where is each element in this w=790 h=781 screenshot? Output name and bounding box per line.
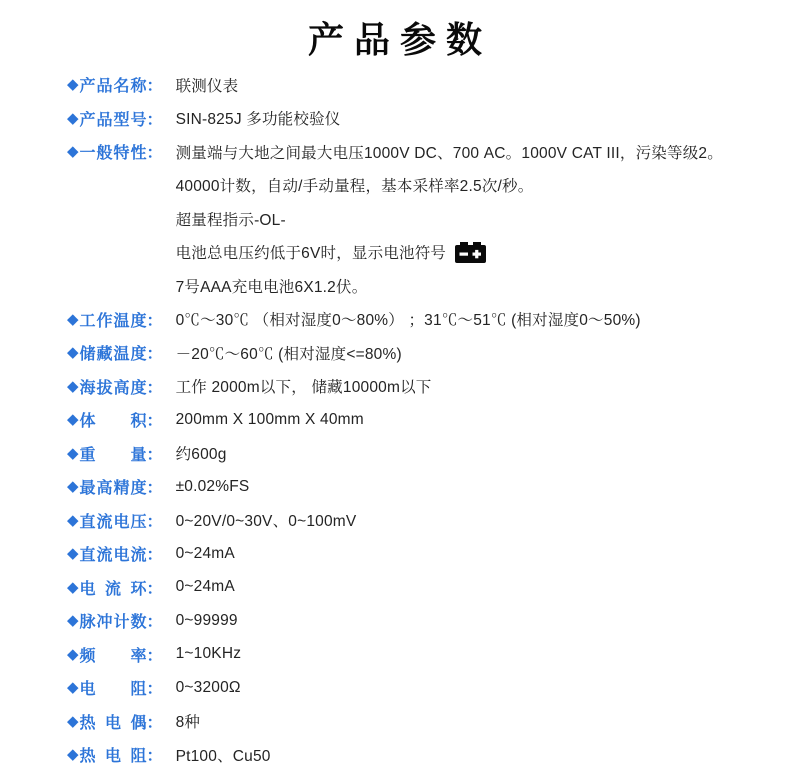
spec-label-colon: ： xyxy=(146,681,163,699)
spec-value: ±0.02%FS xyxy=(175,477,250,495)
spec-label: 热电偶 xyxy=(79,714,147,732)
diamond-bullet-icon: ◆ xyxy=(67,411,79,429)
spec-label: 体积 xyxy=(79,413,147,431)
diamond-bullet-icon: ◆ xyxy=(67,645,79,663)
spec-value: 0~3200Ω xyxy=(175,678,241,696)
spec-row xyxy=(67,102,790,136)
spec-row xyxy=(67,370,790,404)
spec-value: 0~99999 xyxy=(175,611,238,629)
spec-row xyxy=(67,403,790,437)
diamond-bullet-icon: ◆ xyxy=(67,578,79,596)
spec-row xyxy=(67,638,790,672)
diamond-bullet-icon: ◆ xyxy=(67,746,79,764)
spec-label-colon: ： xyxy=(146,547,163,565)
spec-label-colon: ： xyxy=(146,580,163,598)
spec-row xyxy=(67,269,790,303)
spec-row xyxy=(67,537,790,571)
spec-row xyxy=(67,504,790,538)
spec-value: 电池总电压约低于6V时，显示电池符号 xyxy=(175,245,447,263)
spec-value: 联测仪表 xyxy=(175,77,239,95)
page-title: 产品参数 xyxy=(307,19,492,60)
spec-row xyxy=(67,236,790,270)
spec-label: 储藏温度 xyxy=(79,346,147,364)
spec-row xyxy=(67,202,790,236)
spec-value: 约600g xyxy=(175,446,227,464)
spec-row xyxy=(67,470,790,504)
spec-label: 最高精度 xyxy=(79,480,147,498)
spec-label: 重量 xyxy=(79,446,147,464)
spec-label-colon: ： xyxy=(146,614,163,632)
spec-row xyxy=(67,671,790,705)
spec-label: 一般特性 xyxy=(79,145,147,163)
spec-label-colon: ： xyxy=(146,312,163,330)
spec-label: 直流电流 xyxy=(79,547,147,565)
diamond-bullet-icon: ◆ xyxy=(67,679,79,697)
battery-low-icon xyxy=(455,242,486,263)
spec-row xyxy=(67,303,790,337)
spec-label: 热电阻 xyxy=(79,748,147,766)
spec-value: 8种 xyxy=(175,714,201,732)
spec-value: 0~24mA xyxy=(175,578,235,596)
spec-value: 1~10KHz xyxy=(175,645,242,663)
spec-value: 0~24mA xyxy=(175,544,235,562)
diamond-bullet-icon: ◆ xyxy=(67,712,79,730)
spec-row xyxy=(67,169,790,203)
spec-value: 0~20V/0~30V、0~100mV xyxy=(175,513,357,531)
spec-row xyxy=(67,437,790,471)
spec-label-colon: ： xyxy=(146,379,163,397)
spec-value: 200mm X 100mm X 40mm xyxy=(175,410,364,428)
spec-label-colon: ： xyxy=(146,78,163,96)
spec-label: 产品型号 xyxy=(79,111,147,129)
spec-row xyxy=(67,705,790,739)
spec-label-colon: ： xyxy=(146,480,163,498)
spec-label-colon: ： xyxy=(146,748,163,766)
spec-row xyxy=(67,738,790,772)
spec-value: 测量端与大地之间最大电压1000V DC、700 AC。1000V CAT III，污染等级2。 xyxy=(175,144,723,162)
diamond-bullet-icon: ◆ xyxy=(67,545,79,563)
diamond-bullet-icon: ◆ xyxy=(67,76,79,94)
spec-label-colon: ： xyxy=(146,647,163,665)
diamond-bullet-icon: ◆ xyxy=(67,310,79,328)
diamond-bullet-icon: ◆ xyxy=(67,377,79,395)
diamond-bullet-icon: ◆ xyxy=(67,612,79,630)
spec-row xyxy=(67,604,790,638)
diamond-bullet-icon: ◆ xyxy=(67,109,79,127)
spec-label-colon: ： xyxy=(146,145,163,163)
spec-value: 工作 2000m以下， 储藏10000m以下 xyxy=(175,379,432,397)
spec-value: SIN-825J 多功能校验仪 xyxy=(175,111,341,129)
spec-value: 0℃～30℃ （相对湿度0～80%） ；31℃～51℃ (相对湿度0～50%) xyxy=(175,312,641,330)
diamond-bullet-icon: ◆ xyxy=(67,511,79,529)
spec-label-colon: ： xyxy=(146,111,163,129)
spec-label: 海拔高度 xyxy=(79,379,147,397)
spec-value: －20℃～60℃ (相对湿度<=80%) xyxy=(175,345,402,363)
spec-row xyxy=(67,68,790,102)
diamond-bullet-icon: ◆ xyxy=(67,444,79,462)
spec-row xyxy=(67,135,790,169)
diamond-bullet-icon: ◆ xyxy=(67,478,79,496)
spec-label: 产品名称 xyxy=(79,78,147,96)
spec-value: 40000计数，自动/手动量程，基本采样率2.5次/秒。 xyxy=(175,178,534,196)
spec-row xyxy=(67,336,790,370)
spec-label-colon: ： xyxy=(146,346,163,364)
spec-value: Pt100、Cu50 xyxy=(175,747,271,765)
spec-value: 超量程指示-OL- xyxy=(175,211,286,229)
spec-label-colon: ： xyxy=(146,513,163,531)
spec-label-colon: ： xyxy=(146,446,163,464)
spec-list xyxy=(67,68,790,772)
spec-row xyxy=(67,571,790,605)
diamond-bullet-icon: ◆ xyxy=(67,344,79,362)
diamond-bullet-icon: ◆ xyxy=(67,143,79,161)
spec-label: 工作温度 xyxy=(79,312,147,330)
spec-value: 7号AAA充电电池6X1.2伏。 xyxy=(175,278,368,296)
spec-label: 脉冲计数 xyxy=(79,614,147,632)
spec-label-colon: ： xyxy=(146,714,163,732)
spec-label: 电阻 xyxy=(79,681,147,699)
spec-label-colon: ： xyxy=(146,413,163,431)
spec-label: 直流电压 xyxy=(79,513,147,531)
spec-label: 频率 xyxy=(79,647,147,665)
spec-label: 电流环 xyxy=(79,580,147,598)
